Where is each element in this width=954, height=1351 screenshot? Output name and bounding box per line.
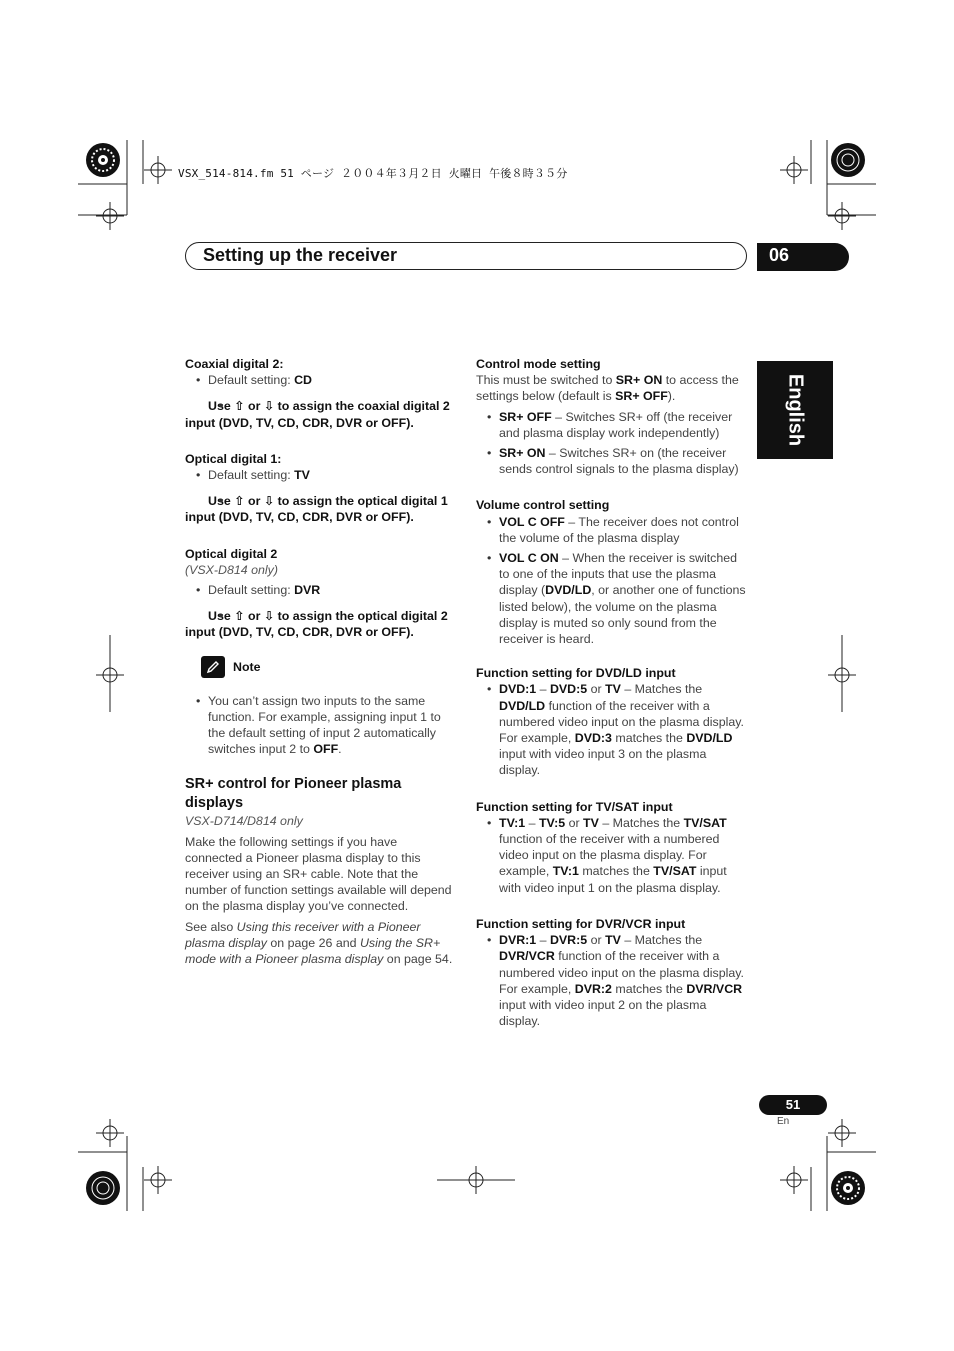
pencil-note-icon	[201, 656, 225, 678]
right-column	[476, 356, 746, 1029]
note-text: • You can’t assign two inputs to the same function. For example, assigning input 1 to the default setting of input 2 automatically switches input 2 to OFF.	[185, 693, 455, 758]
file-header: VSX_514-814.fm 51 ページ ２００４年３月２日 火曜日 午後８時３５分	[178, 167, 568, 180]
optical1-instruction: • Use ⇧ or ⇩ to assign the optical digital 1 input (DVD, TV, CD, CDR, DVR or OFF).	[185, 493, 455, 525]
dvd-function-heading: Function setting for DVD/LD input	[476, 666, 676, 681]
control-sr-on: • SR+ ON – Switches SR+ on (the receiver sends control signals to the plasma display)	[476, 445, 746, 477]
tv-function-text: • TV:1 – TV:5 or TV – Matches the TV/SAT function of the receiver with a numbered video input on the plasma display. For example, TV:1 matches the TV/SAT input with video input 1 on the plasma display.	[476, 815, 746, 896]
sr-paragraph-2: See also Using this receiver with a Pioneer plasma display on page 26 and Using the SR+ mode with a Pioneer plasma display on page 54.	[185, 919, 453, 967]
dvr-function-text: • DVR:1 – DVR:5 or TV – Matches the DVR/VCR function of the receiver with a numbered video input on the plasma display. For example, DVR:2 matches the DVR/VCR input with video input 2 on the plasma display.	[476, 932, 746, 1029]
optical-digital-1-heading: Optical digital 1:	[185, 451, 282, 466]
page-number: 51	[759, 1095, 827, 1115]
coaxial-instruction: • Use ⇧ or ⇩ to assign the coaxial digital 2 input (DVD, TV, CD, CDR, DVR or OFF).	[185, 398, 455, 430]
volume-on: • VOL C ON – When the receiver is switched to one of the inputs that use the plasma display (DVD/LD, or another one of functions listed below), the volume on the plasma display is muted so only sound from the receiver is heard.	[476, 550, 746, 647]
sr-control-heading: SR+ control for Pioneer plasma displays	[185, 776, 402, 812]
note-header	[201, 655, 455, 679]
coaxial-digital-2-heading: Coaxial digital 2:	[185, 357, 284, 371]
note-label: Note	[233, 659, 261, 674]
optical2-instruction: • Use ⇧ or ⇩ to assign the optical digital 2 input (DVD, TV, CD, CDR, DVR or OFF).	[185, 608, 455, 640]
control-sr-off: • SR+ OFF – Switches SR+ off (the receiver and plasma display work independently)	[476, 409, 746, 441]
tv-function-heading: Function setting for TV/SAT input	[476, 799, 673, 814]
optical1-default-setting: • Default setting: TV	[185, 467, 455, 483]
sr-model-note: VSX-D714/D814 only	[185, 814, 303, 829]
language-tab	[757, 361, 833, 459]
control-mode-intro: This must be switched to SR+ ON to access the settings below (default is SR+ OFF).	[476, 373, 739, 404]
sr-paragraph-1: Make the following settings if you have connected a Pioneer plasma display to this receiver using an SR+ cable. Note that the number of function settings available will depend on the plasma display you’ve connected.	[185, 834, 452, 914]
optical2-model-note: (VSX-D814 only)	[185, 562, 278, 577]
volume-control-heading: Volume control setting	[476, 498, 610, 513]
language-tab-label: English	[784, 373, 807, 447]
control-mode-heading: Control mode setting	[476, 357, 601, 371]
volume-off: • VOL C OFF – The receiver does not control the volume of the plasma display	[476, 514, 746, 546]
dvr-function-heading: Function setting for DVR/VCR input	[476, 916, 686, 931]
page-language: En	[777, 1116, 790, 1127]
chapter-title: Setting up the receiver	[203, 245, 398, 265]
dvd-function-text: • DVD:1 – DVD:5 or TV – Matches the DVD/LD function of the receiver with a numbered video input on the plasma display. For example, DVD:3 matches the DVD/LD input with video input 3 on the plasma display.	[476, 681, 746, 778]
coaxial-default-setting: • Default setting: CD	[185, 372, 455, 388]
optical2-default-setting: • Default setting: DVR	[185, 582, 455, 598]
left-column	[185, 356, 455, 967]
chapter-number-tab: 06	[757, 243, 849, 271]
optical-digital-2-heading: Optical digital 2	[185, 546, 278, 561]
